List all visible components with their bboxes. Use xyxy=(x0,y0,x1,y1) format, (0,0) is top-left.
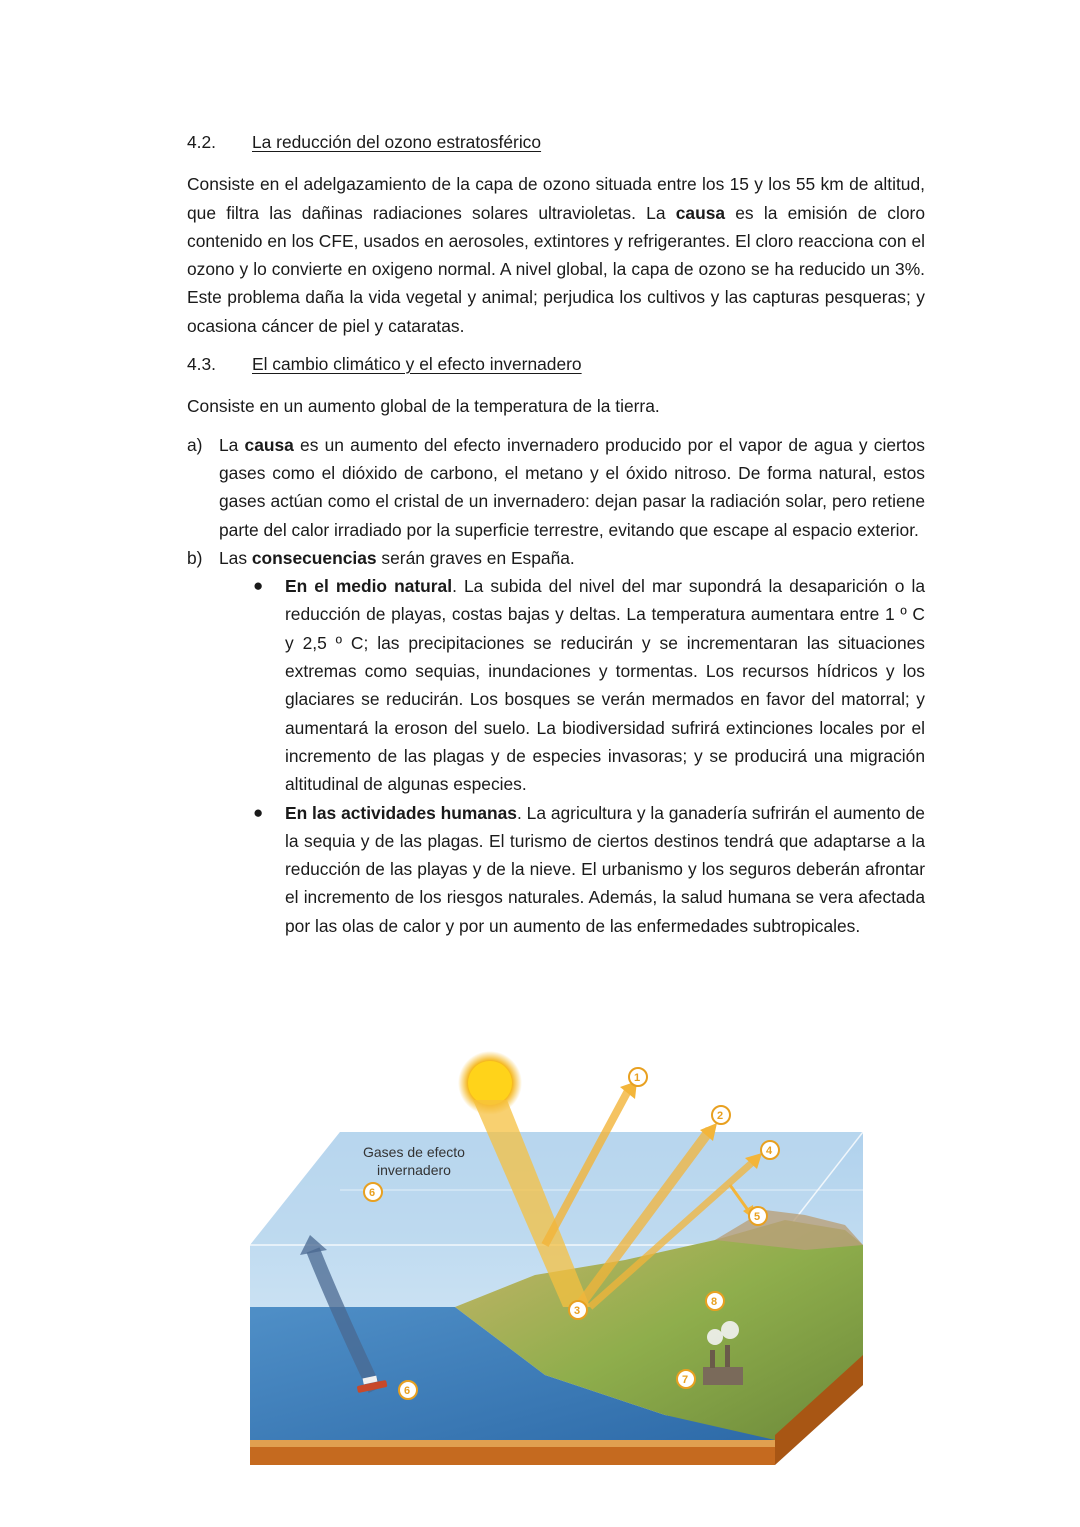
list-item-a xyxy=(187,431,925,544)
bold-term: En las actividades humanas xyxy=(285,802,517,823)
bold-term: consecuencias xyxy=(251,547,377,568)
list-marker: a) xyxy=(187,434,203,455)
item-text: es un aumento del efecto invernadero producido por el vapor de agua y ciertos gases como el dióxido de carbono, el metano y el óxido nitroso. De forma natural, estos gases actúan como el cristal de un invernadero: dejan pasar la radiación solar, pero retiene parte del calor irradiado por la superficie terrestre, evitando que escape al espacio exterior. xyxy=(219,434,925,540)
section-title: La reducción del ozono estratosférico xyxy=(252,132,542,152)
item-text: La xyxy=(219,434,245,455)
paragraph-text: Consiste en el adelgazamiento de la capa de ozono situada entre los 15 y los 55 km de altitud, que filtra las dañinas radiaciones solares ultravioletas. La xyxy=(187,174,925,223)
bullet-list xyxy=(253,572,925,940)
section-heading-4-2 xyxy=(187,128,925,156)
ozone-paragraph xyxy=(187,170,925,340)
item-text: serán graves en España. xyxy=(376,547,575,568)
svg-text:8: 8 xyxy=(711,1296,718,1308)
list-item-b xyxy=(187,544,925,572)
svg-text:6: 6 xyxy=(369,1187,376,1199)
section-number: 4.3. xyxy=(187,354,217,375)
svg-text:6: 6 xyxy=(404,1385,411,1397)
marker-3 xyxy=(569,1301,587,1319)
bullet-item-human xyxy=(253,799,925,940)
list-item-body xyxy=(219,431,925,544)
paragraph-text: es la emisión de cloro contenido en los CFE, usados en aerosoles, extintores y refrigerantes. El cloro reacciona con el ozono y lo convierte en oxigeno normal. A nivel global, la capa de ozono se ha reducido un 3%. Este problema daña la vida vegetal y animal; perjudica los cultivos y las capturas pesqueras; y ocasiona cáncer de piel y cataratas. xyxy=(187,202,925,336)
marker-6-sea xyxy=(399,1381,417,1399)
marker-5 xyxy=(749,1207,767,1225)
bullet-item-natural xyxy=(253,572,925,798)
section-number: 4.2. xyxy=(187,132,217,152)
greenhouse-effect-illustration xyxy=(245,1045,875,1475)
figure-label-line1: Gases de efecto xyxy=(363,1144,465,1160)
climate-intro: Consiste en un aumento global de la temperatura de la tierra. xyxy=(187,396,660,417)
document-page xyxy=(187,128,925,940)
marker-7 xyxy=(677,1370,695,1388)
marker-2 xyxy=(712,1106,730,1124)
svg-text:4: 4 xyxy=(766,1145,773,1157)
bullet-icon: ● xyxy=(253,576,264,596)
svg-text:2: 2 xyxy=(717,1110,724,1122)
svg-text:3: 3 xyxy=(574,1305,581,1317)
bullet-icon: ● xyxy=(253,802,264,822)
marker-6-sky xyxy=(364,1183,382,1201)
section-title: El cambio climático y el efecto invernadero xyxy=(252,354,582,375)
figure-label-line2: invernadero xyxy=(377,1162,451,1178)
marker-4 xyxy=(761,1141,779,1159)
bullet-text: . La subida del nivel del mar supondrá la desaparición o la reducción de playas, costas bajas y deltas. La temperatura aumentara entre 1 º C y 2,5 º C; las precipitaciones se reducirán y se incrementaran las situaciones extremas como sequias, inundaciones y tormentas. Los recursos hídricos y los glaciares se reducirán. Los bosques se verán mermados en favor del matorral; y aumentará la eroson del suelo. La biodiversidad sufrirá extinciones locales por el incremento de las plagas y de especies invasoras; y se producirá una migración altitudinal de algunas especies. xyxy=(285,576,925,795)
list-item-body xyxy=(219,544,925,572)
svg-text:1: 1 xyxy=(634,1072,641,1084)
bullet-text: . La agricultura y la ganadería sufrirán el aumento de la sequia y de las plagas. El turismo de ciertos destinos tendrá que adaptarse a la reducción de las playas y de la nieve. El urbanismo y los seguros deberán afrontar el incremento de los riesgos naturales. Además, la salud humana se vera afectada por las olas de calor y por un aumento de las enfermedades subtropicales. xyxy=(285,802,925,936)
section-heading-4-3 xyxy=(187,350,925,378)
svg-text:5: 5 xyxy=(754,1211,761,1223)
item-text: Las xyxy=(219,547,252,568)
bullet-body xyxy=(285,799,925,940)
bullet-body xyxy=(285,572,925,798)
svg-text:7: 7 xyxy=(682,1374,689,1386)
marker-8 xyxy=(706,1292,724,1310)
list-marker: b) xyxy=(187,547,203,568)
bold-term: En el medio natural xyxy=(285,576,453,597)
lettered-list xyxy=(187,431,925,572)
marker-1 xyxy=(629,1068,647,1086)
bold-term: causa xyxy=(244,434,294,455)
bold-term: causa xyxy=(675,202,726,223)
